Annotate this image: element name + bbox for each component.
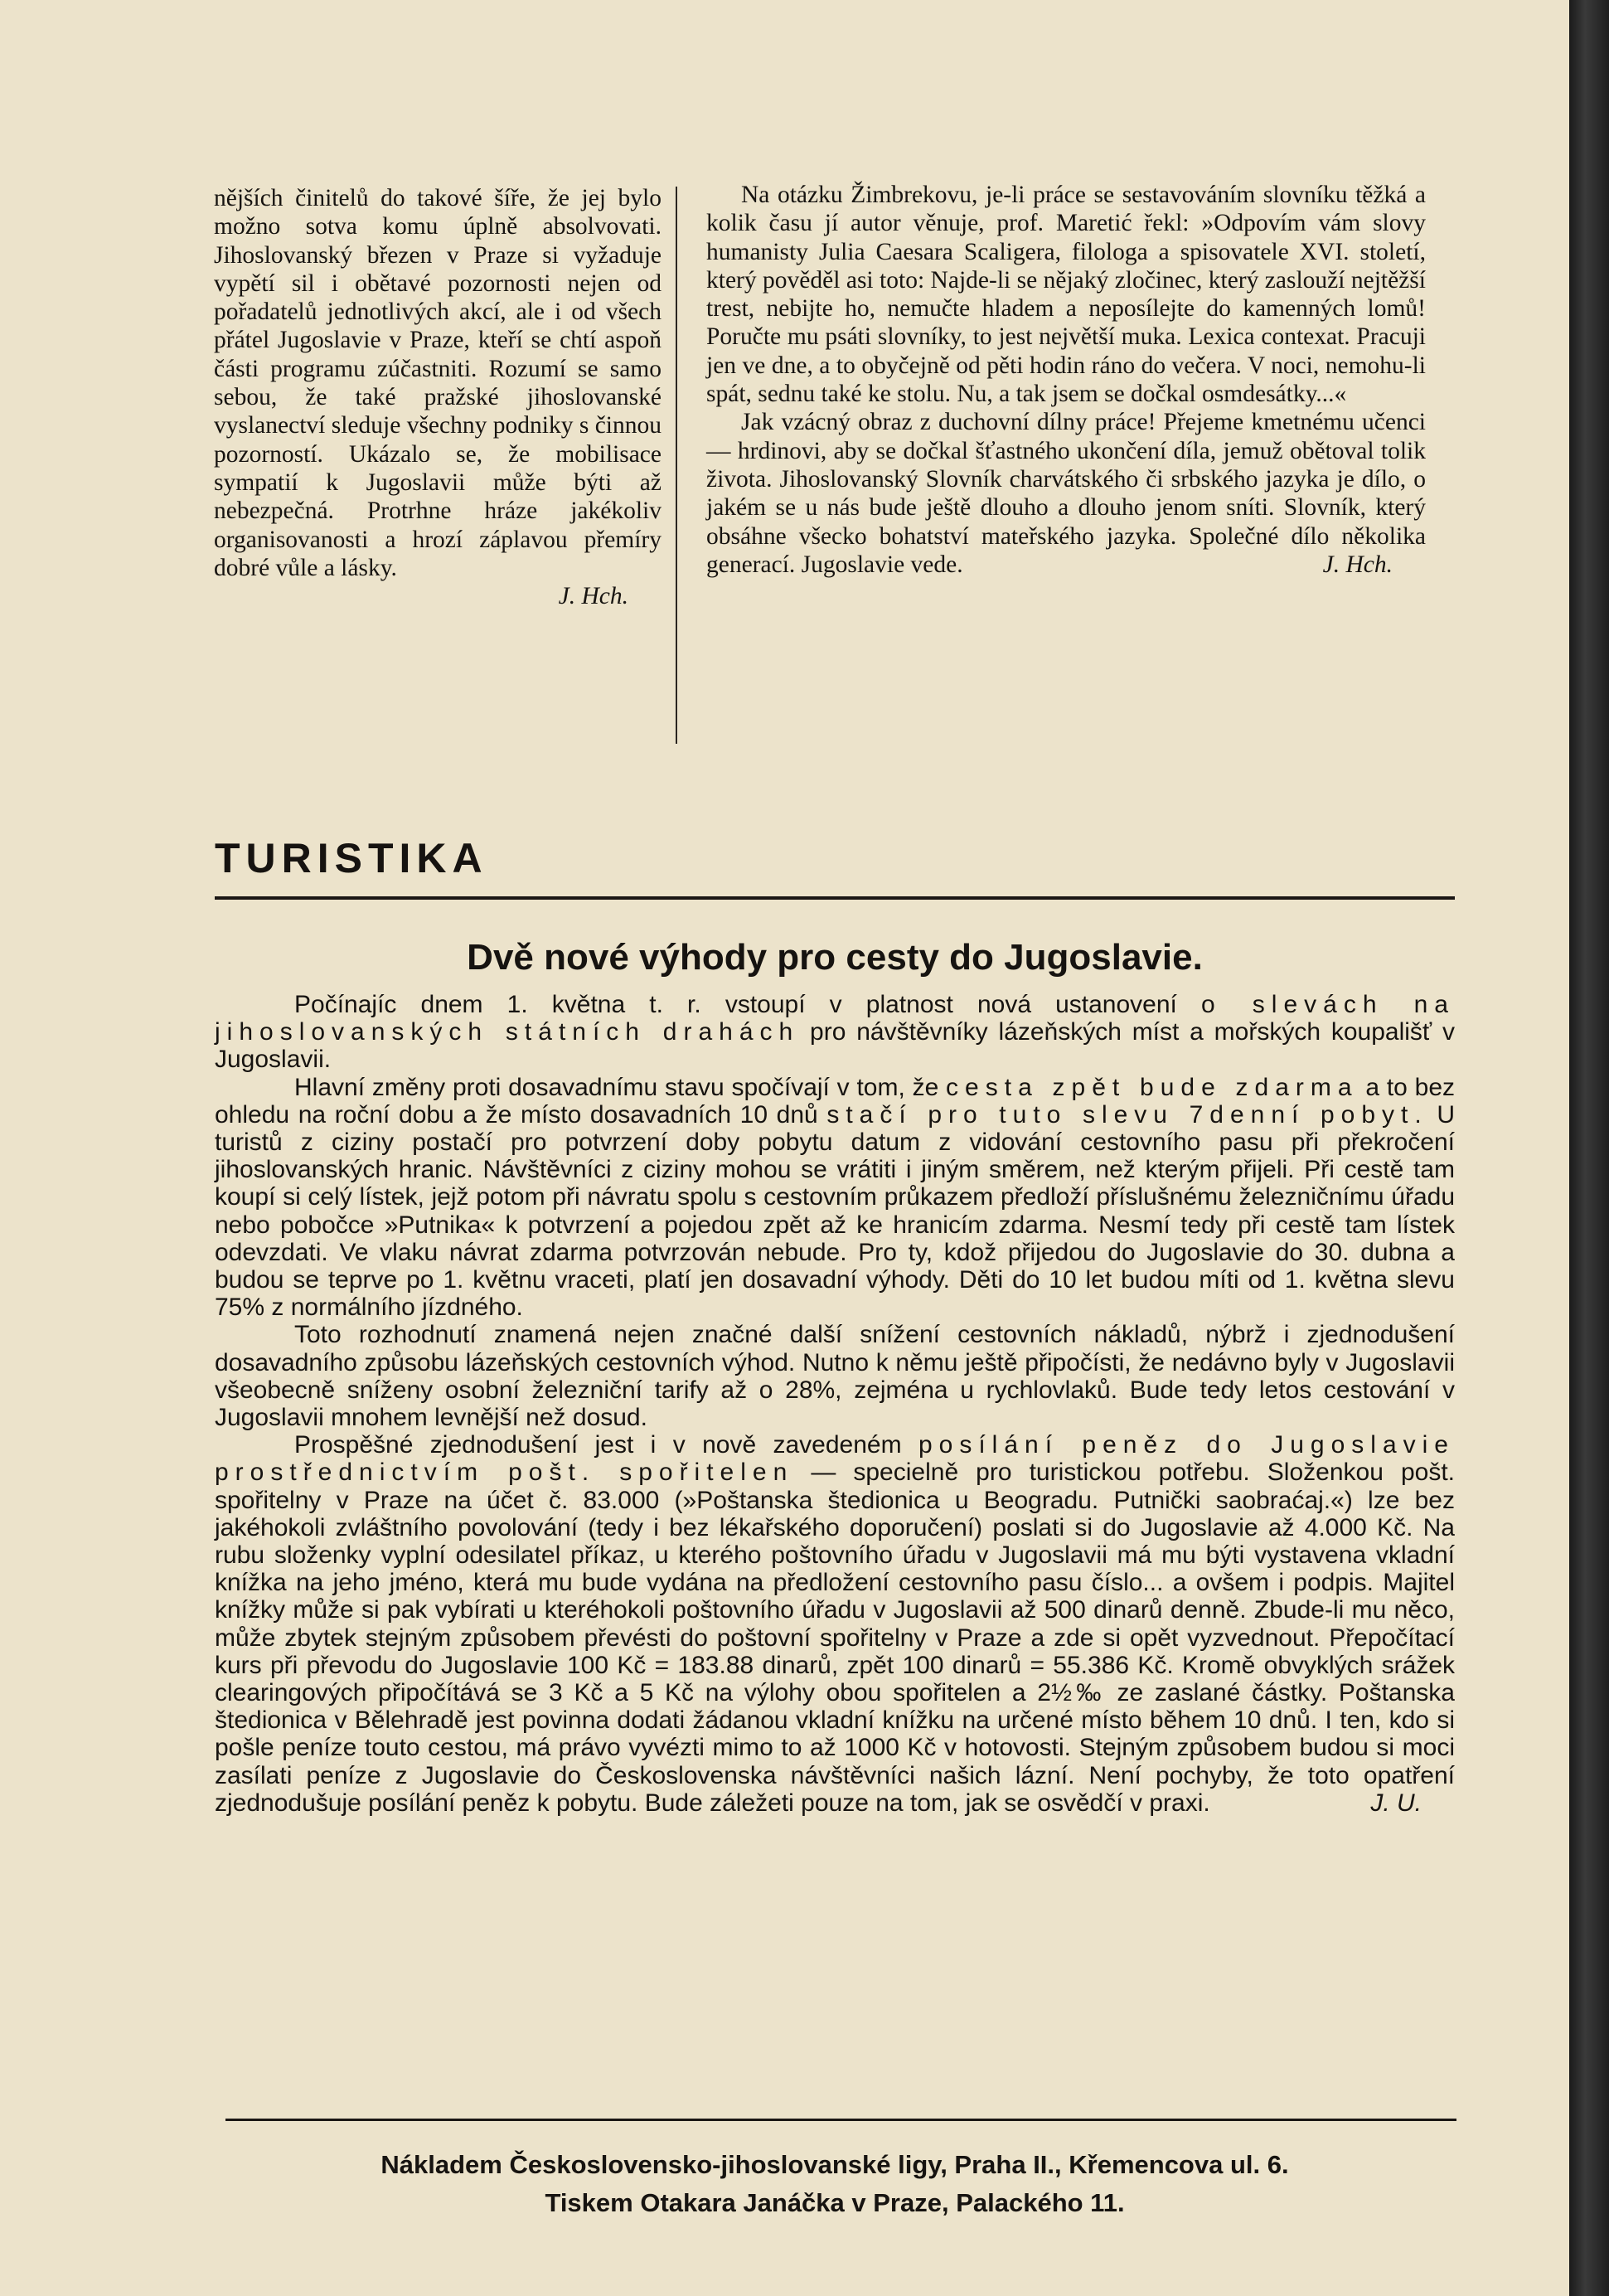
article-paragraph-2: [215, 1074, 1455, 1322]
article-p2-emphasis-1: cesta zpět bude zdarma: [946, 1073, 1359, 1101]
article-p1-emphasis: o slevách na jihoslovanských státních drahách: [215, 991, 1455, 1046]
article-p1-text-b: pro návštěvníky lázeňských míst a mořských koupališť v Jugoslavii.: [215, 1018, 1455, 1074]
article-p2-text-b: a to bez ohledu na roční dobu a že místo dosavadních 10 dnů: [215, 1073, 1456, 1129]
right-column-paragraph-2-text: Jak vzácný obraz z duchovní dílny práce! Přejeme kmetnému učenci — hrdinovi, aby se dočkal šťastného ukončení díla, jemuž obětoval tolik života. Jihoslovanský Slovník charvátského či srbského jazyka je dílo, o jakém se u nás bude ještě dlouho a dlouho jenom sníti. Slovník, který obsáhne všecko bohatství mateřského jazyka. Společné dílo několika generací. Jugoslavie vede.: [706, 409, 1426, 578]
right-column-signature: J. Hch.: [1322, 551, 1393, 578]
article-title: Dvě nové výhody pro cesty do Jugoslavie.: [467, 937, 1203, 978]
section-rule: [215, 896, 1455, 900]
printer-line: Tiskem Otakara Janáčka v Praze, Palackého 11.: [545, 2188, 1125, 2217]
publisher-line: Nákladem Československo-jihoslovanské ligy, Praha II., Křemencova ul. 6.: [380, 2150, 1289, 2179]
article-p1-text-a: Počínajíc dnem 1. května t. r. vstoupí v platnost nová ustanovení: [294, 991, 1201, 1018]
left-column-text: nějších činitelů do takové šíře, že jej bylo možno sotva komu úplně absolvovati. Jihoslovanský březen v Praze si vyžaduje vypětí sil i obětavé pozornosti nejen od pořadatelů jednotlivých akcí, ale i od všech přátel Jugoslavie v Praze, kteří se chtí aspoň části programu zúčastniti. Rozumí se samo sebou, že také pražské jihoslovanské vyslanectví sleduje všechny podniky s činnou pozorností. Ukázalo se, že mobilisace sympatií k Jugoslavii může býti až nebezpečná. Protrhne hráze jakékoliv organisovanosti a hrozí záplavou přemíry dobré vůle a lásky.: [214, 185, 662, 581]
article-paragraph-3: Toto rozhodnutí znamená nejen značné další snížení cestovních nákladů, nýbrž i zjednodušení dosavadního způsobu lázeňských cestovních výhod. Nutno k němu ještě připočísti, že nedávno byly v Jugoslavii všeobecně sníženy osobní železniční tarify až o 28%, zejména u rychlovlaků. Bude tedy letos cestování v Jugoslavii mnohem levnější než dosud.: [215, 1321, 1455, 1432]
article-p2-text-a: Hlavní změny proti dosavadnímu stavu spočívají v tom, že: [294, 1073, 947, 1101]
article-signature: J. U.: [1370, 1789, 1422, 1817]
left-column-signature: J. Hch.: [558, 583, 628, 610]
right-column-paragraph-1: Na otázku Žimbrekovu, je-li práce se sestavováním slovníku těžká a kolik času jí autor věnuje, prof. Maretić řekl: »Odpovím vám slovy humanisty Julia Caesara Scaligera, filologa a spisovatele XVI. století, který pověděl asi toto: Najde-li se nějaký zločinec, který zaslouží nejtěžší trest, nebijte ho, nemučte hladem a neposílejte do kamenných lomů! Poručte mu psáti slovníky, to jest největší muka. Lexica contexat. Pracuji jen ve dne, a to obyčejně od pěti hodin ráno do večera. V noci, nemohu-li spát, sednu také ke stolu. Nu, a tak jsem se dočkal osmdesátky...«: [706, 182, 1426, 408]
article-p4-emphasis: posílání peněz do Jugoslavie prostřednictvím pošt. spořitelen: [215, 1431, 1455, 1487]
article-p2-emphasis-2: stačí pro tuto slevu 7denní pobyt.: [826, 1100, 1428, 1129]
column-divider: [676, 187, 677, 744]
scan-edge: [1569, 0, 1609, 2296]
article-body: [215, 991, 1455, 1817]
footer-rule: [225, 2119, 1456, 2121]
article-p2-text-c: U turistů z ciziny postačí pro potvrzení doby pobytu datum z vidování cestovního pasu při překročení jihoslovanských hranic. Návštěvníci z ciziny mohou se vrátiti i jiným směrem, než kterým přijeli. Při cestě tam koupí si celý lístek, jejž potom při návratu spolu s cestovním průkazem předloží příslušnému železničnímu úřadu nebo pobočce »Putnika« k potvrzení a pojedou zpět až ke hranicím zdarma. Nesmí tedy při cestě tam lístek odevzdati. Ve vlaku návrat zdarma potvrzován nebude. Pro ty, kdož přijedou do Jugoslavie do 30. dubna a budou se teprve po 1. květnu vraceti, platí jen dosavadní výhody. Děti do 10 let budou míti od 1. května slevu 75% z normálního jízdného.: [215, 1100, 1455, 1322]
imprint-footer: [215, 2146, 1455, 2222]
article-p4-text-a: Prospěšné zjednodušení jest i v nově zavedeném: [294, 1431, 918, 1459]
article-paragraph-1: [215, 991, 1455, 1074]
right-column: [706, 181, 1426, 579]
article-paragraph-4: [215, 1431, 1455, 1817]
article-p4-text-b: — specielně pro turistickou potřebu. Složenkou pošt. spořitelny v Praze na účet č. 83.000 (»Poštanska štedionica u Beogradu. Putnički saobraćaj.«) lze bez jakéhokoli zvláštního povolování (tedy i bez lékařského doporučení) poslati si do Jugoslavie až 4.000 Kč. Na rubu složenky vyplní odesilatel příkaz, u kterého poštovního úřadu v Jugoslavii má mu býti vystavena vkladní knížka na jeho jméno, která mu bude vydána na předložení cestovního pasu číslo... a ovšem i podpis. Majitel knížky může si pak vybírati u kteréhokoli poštovního úřadu v Jugoslavii až 500 dinarů denně. Zbude-li mu něco, může zbytek stejným způsobem převésti do poštovní spořitelny v Praze a zde si opět vyzvednout. Přepočítací kurs při převodu do Jugoslavie 100 Kč = 183.88 dinarů, zpět 100 dinarů = 55.386 Kč. Kromě obvyklých srážek clearingových připočítává se 3 Kč a 5 Kč na výlohy obou spořitelen a 2½‰ ze zaslané částky. Poštanska štedionica v Bělehradě jest povinna dodati žádanou vkladní knížku na určené místo během 10 dnů. I ten, kdo si pošle peníze touto cestou, má právo vyvézti mimo to až 1000 Kč v hotovosti. Stejným způsobem budou si moci zasílati peníze z Jugoslavie do Československa návštěvníci našich lázní. Není pochyby, že toto opatření zjednodušuje posílání peněz k pobytu. Bude záležeti pouze na tom, jak se osvědčí v praxi.: [215, 1459, 1455, 1817]
right-column-paragraph-2: [706, 408, 1426, 579]
section-title: TURISTIKA: [215, 835, 488, 881]
left-column: [214, 184, 662, 610]
